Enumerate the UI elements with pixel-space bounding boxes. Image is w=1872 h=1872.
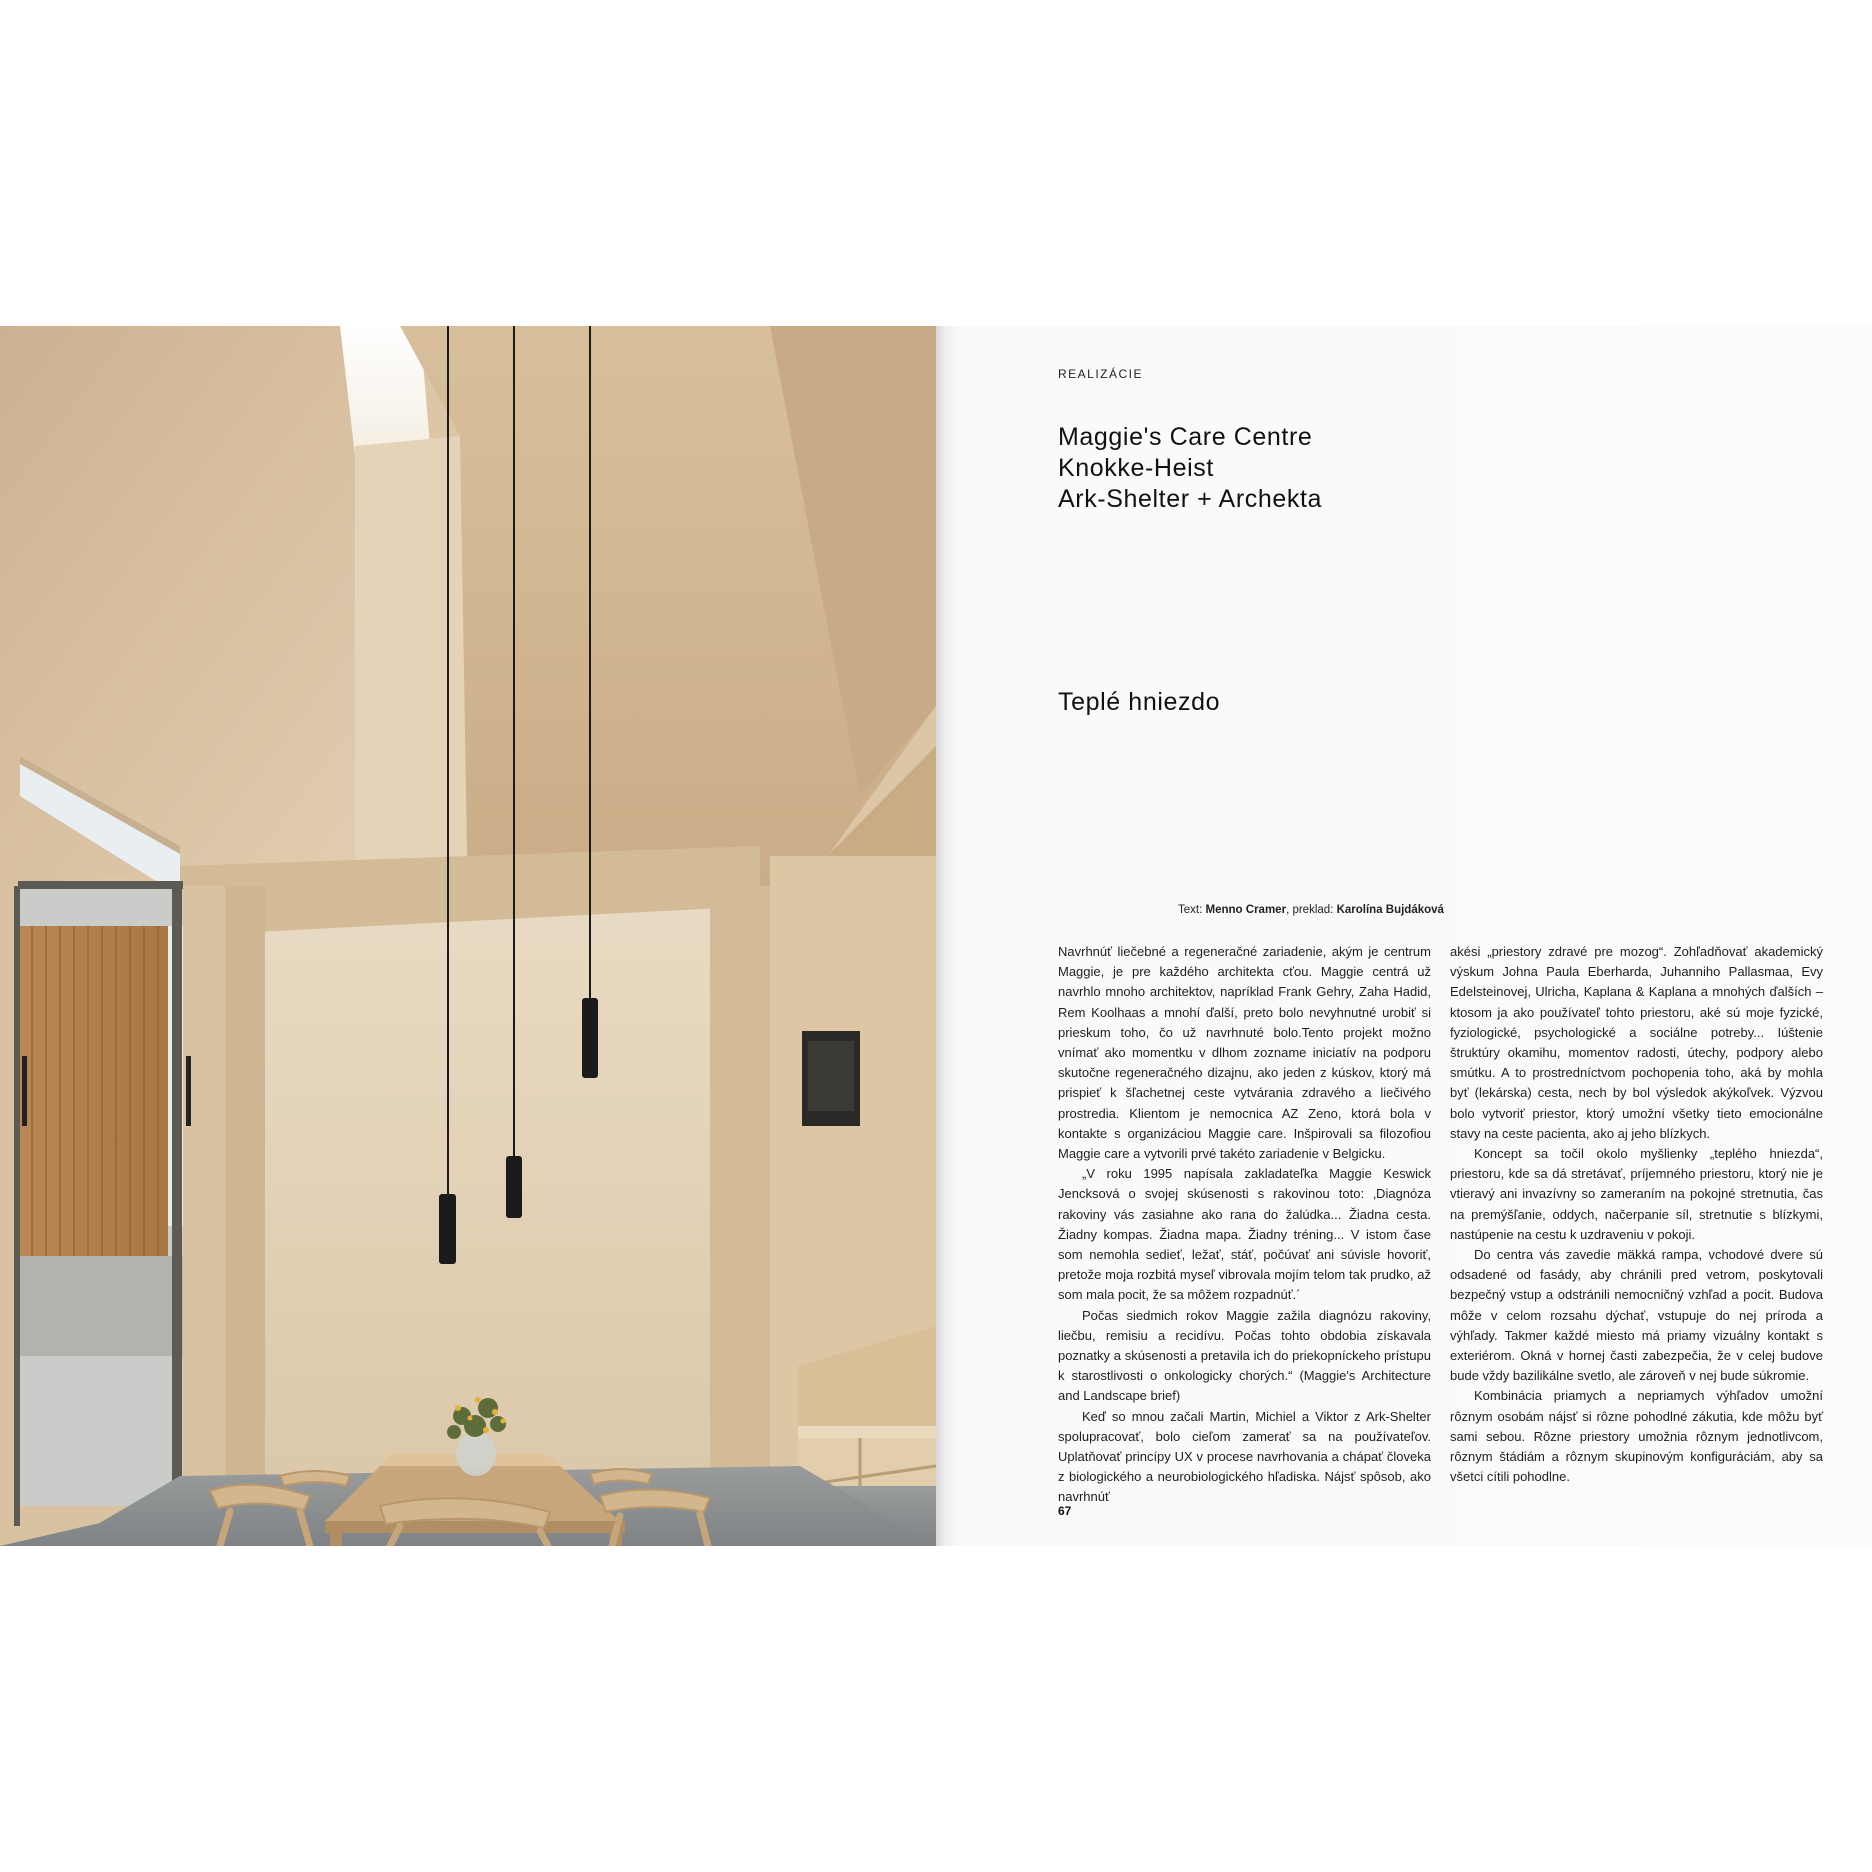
title-line: Maggie's Care Centre	[1058, 423, 1313, 451]
body-paragraph: Počas siedmich rokov Maggie zažila diagnózu rakoviny, liečbu, remisiu a recidívu. Počas tohto obdobia získavala poznatky a skúsenosti a pretavila ich do priekopníckeho prístupu k starostlivosti o onkologicky chorých.“ (Maggie's Architecture and Landscape brief)	[1058, 1307, 1431, 1404]
body-paragraph: Kombinácia priamych a nepriamych výhľadov umožní rôznym osobám nájsť si rôzne pohodlné zákutia, kde môžu byť sami sebou. Rôzne priestory umožnia rôznym jednotlivcom, rôznym štádiám a rôznym skupinovým konfiguráciám, aby sa všetci cítili pohodlne.	[1450, 1388, 1823, 1485]
body-paragraph: Do centra vás zavedie mäkká rampa, vchodové dvere sú odsadené od fasády, aby chránili pred vetrom, poskytovali bezpečný vstup a odstránili nemocničný vzhľad a pocit. Budova môže v celom rozsahu dýchať, vstupuje do nej príroda a výhľady. Takmer každé miesto má priamy vizuálny kontakt s exteriérom. Okná v hornej časti zabezpečia, že v celej budove bude vždy bazilikálne svetlo, ale zároveň v nej bude súkromie.	[1450, 1247, 1823, 1384]
body-column-1	[1058, 942, 1431, 1508]
credits-translator: Karolína Bujdáková	[1336, 904, 1444, 916]
article-subtitle: Teplé hniezdo	[1058, 688, 1221, 716]
body-paragraph: Keď so mnou začali Martin, Michiel a Viktor z Ark-Shelter spolupracovať, bolo cieľom zamerať sa na používateľov. Uplatňovať princípy UX v procese navrhovania a chápať človeka z biologického a neurobiologického hľadiska. Nájsť spôsob, ako navrhnúť	[1058, 1408, 1431, 1505]
interior-photo-illustration	[0, 326, 936, 1546]
page-number: 67	[1058, 1504, 1072, 1518]
credits-translation-label: , preklad:	[1286, 904, 1334, 916]
article-title	[1058, 422, 1322, 515]
body-paragraph: Navrhnúť liečebné a regeneračné zariadenie, akým je centrum Maggie, je pre každého architekta cťou. Maggie centrá už navrhlo mnoho architektov, napríklad Frank Gehry, Zaha Hadid, Rem Koolhaas a mnohí ďalší, preto bolo nevyhnutné urobiť si prieskum toho, čo už navrhnuté bolo.Tento projekt možno vnímať ako momentku v dlhom zozname iniciatív na podporu skutočne regeneračného dizajnu, ako jeden z kúskov, ktorý má prispieť k šľachetnej ceste vytvárania zdravého a liečivého prostredia. Klientom je nemocnica AZ Zeno, ktorá bola v kontakte s organizáciou Maggie care. Inšpirovali sa filozofiou Maggie care a vytvorili prvé takéto zariadenie v Belgicku.	[1058, 944, 1431, 1162]
credits-text-label: Text:	[1178, 904, 1203, 916]
body-paragraph: akési „priestory zdravé pre mozog“. Zohľadňovať akademický výskum Johna Paula Eberharda, Juhanniho Pallasmaa, Evy Edelsteinovej, Ulricha, Kaplana & Kaplana a mnohých ďalších – ktosom ja ako používateľ tohto priestoru, aké sú moje fyzické, fyziologické, psychologické a sociálne potreby... Iúštenie štruktúry okamihu, momentov radosti, útechy, podpory alebo smútku. A to prostredníctvom pochopenia toho, aká by mohla byť (lekárska) cesta, nech by bol výsledok akýkoľvek. Výzvou bolo vytvoriť priestor, ktorý umožní všetky tieto emocionálne stavy na ceste pacienta, ako aj jeho blízkych.	[1450, 944, 1823, 1141]
title-line: Ark-Shelter + Archekta	[1058, 485, 1323, 513]
interior-photo	[0, 326, 936, 1546]
title-line: Knokke-Heist	[1058, 454, 1214, 482]
magazine-spread	[0, 326, 1872, 1546]
article-page	[936, 326, 1872, 1546]
credits-author: Menno Cramer	[1205, 904, 1287, 916]
body-paragraph: „V roku 1995 napísala zakladateľka Maggie Keswick Jencksová o svojej skúsenosti s rakovinou toto: ‚Diagnóza rakoviny vás zasiahne ako rana do žalúdka... Žiadna cesta. Žiadny kompas. Žiadna mapa. Žiadny tréning... V istom čase som nemohla sedieť, ležať, stáť, počúvať ani súvisle hovoriť, pretože moja rozbitá myseľ vibrovala mojím telom tak prudko, až som mala pocit, že sa môžem rozpadnúť.´	[1058, 1166, 1431, 1303]
body-column-2	[1450, 942, 1823, 1487]
article-credits	[936, 904, 1686, 916]
section-kicker: REALIZÁCIE	[1058, 367, 1144, 381]
body-paragraph: Koncept sa točil okolo myšlienky „teplého hniezda“, priestoru, kde sa dá stretávať, príjemného priestoru, ktorý nie je vtieravý ani invazívny so zameraním na pokojné stretnutia, čas na premýšľanie, oddych, načerpanie síl, stretnutie s blízkymi, nastúpenie na cestu k uzdraveniu v pokoji.	[1450, 1146, 1823, 1242]
